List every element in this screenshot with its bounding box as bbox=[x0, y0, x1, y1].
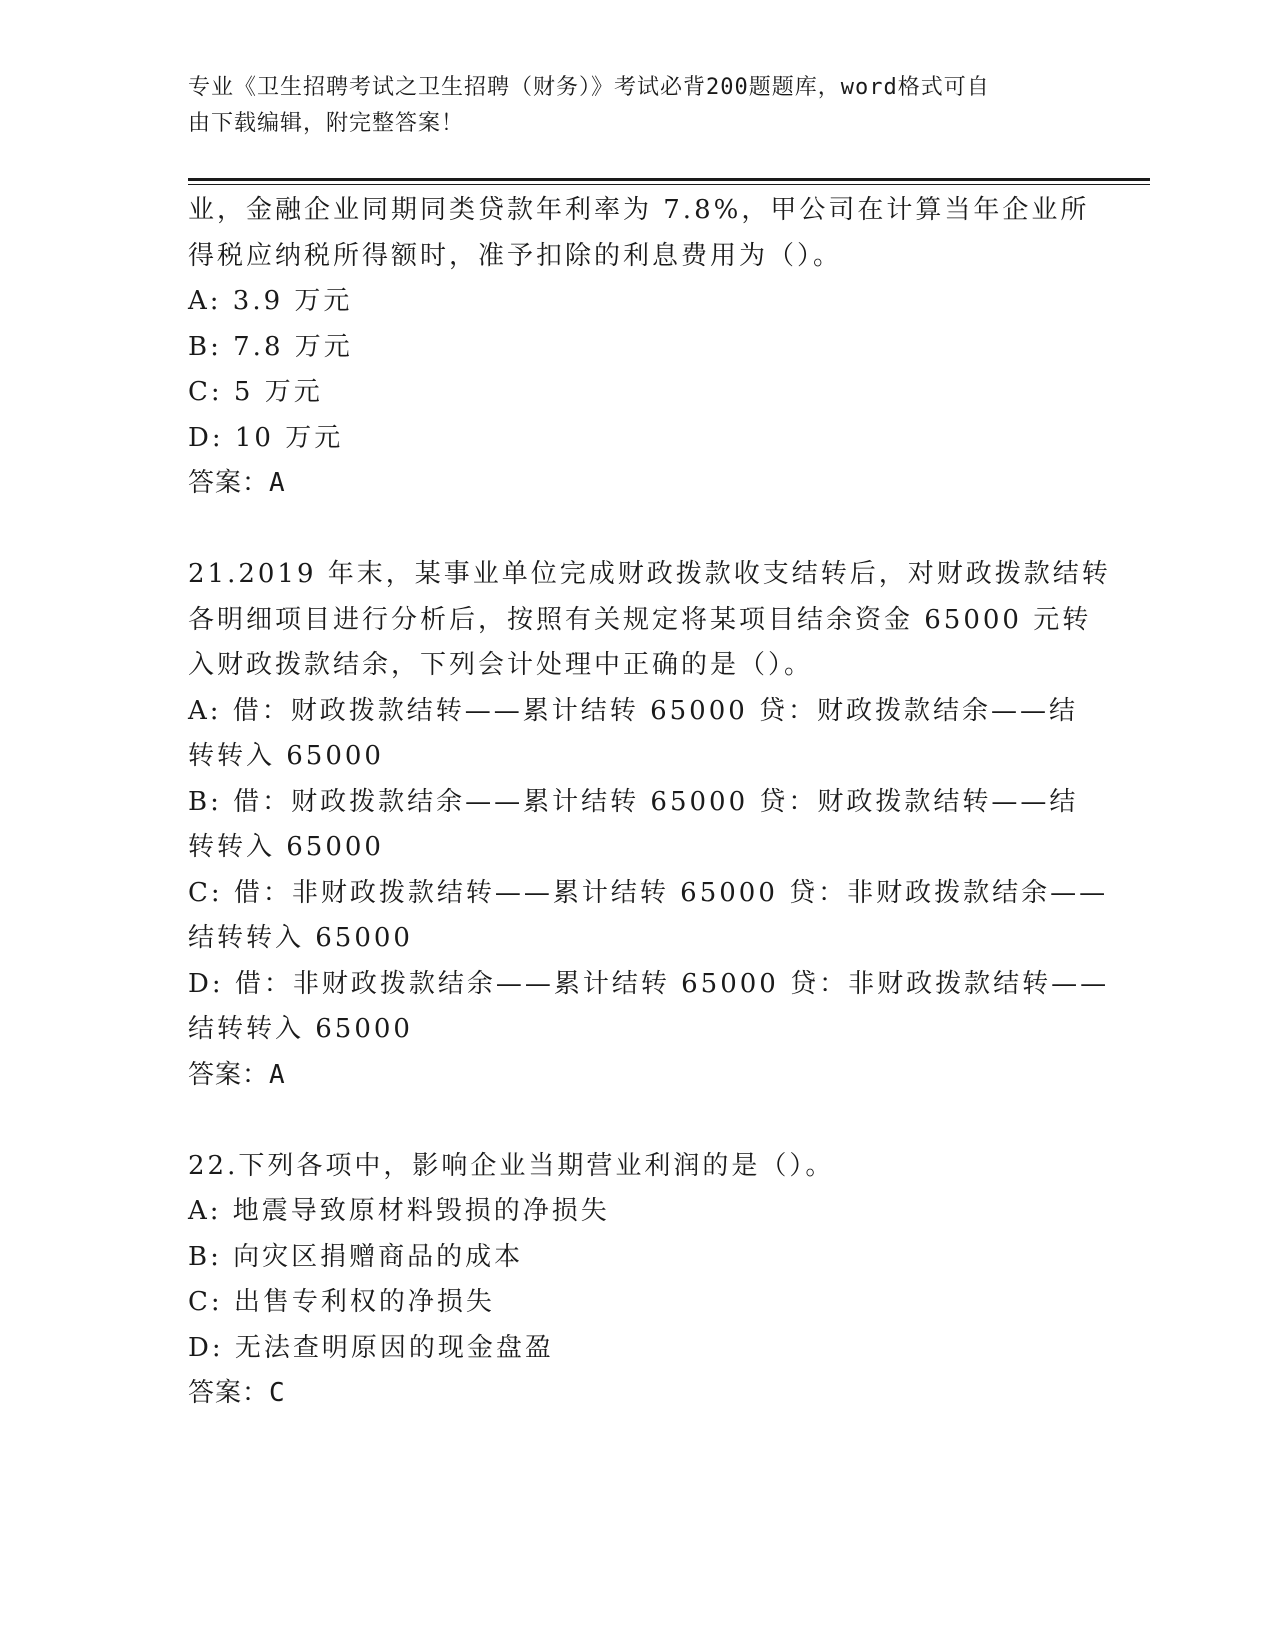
option-c: C: 出售专利权的净损失 bbox=[188, 1287, 495, 1317]
option-d: D: 借：非财政拨款结余——累计结转 65000 贷：非财政拨款结转—— bbox=[188, 968, 1110, 999]
question-stem: 21.2019 年末，某事业单位完成财政拨款收支结转后，对财政拨款结转 bbox=[188, 559, 1111, 589]
question-stem: 22.下列各项中，影响企业当期营业利润的是（）。 bbox=[188, 1150, 835, 1181]
option-d: D: 无法查明原因的现金盘盈 bbox=[188, 1332, 554, 1363]
header-rule-thin bbox=[188, 184, 1150, 185]
answer-line: 答案：A bbox=[188, 468, 286, 498]
spacer bbox=[188, 507, 1088, 553]
option-d-cont: 结转转入 65000 bbox=[188, 1014, 413, 1044]
question-22 bbox=[188, 1144, 1088, 1417]
option-c: C: 借：非财政拨款结转——累计结转 65000 贷：非财政拨款结余—— bbox=[188, 877, 1109, 908]
option-c-cont: 结转转入 65000 bbox=[188, 923, 413, 953]
page-header bbox=[188, 70, 1068, 142]
option-b-cont: 转转入 65000 bbox=[188, 832, 384, 862]
option-a: A: 借：财政拨款结转——累计结转 65000 贷：财政拨款结余——结 bbox=[188, 695, 1079, 726]
header-line-1: 专业《卫生招聘考试之卫生招聘（财务）》考试必背200题题库，word格式可自 bbox=[188, 75, 990, 100]
question-20 bbox=[188, 188, 1088, 507]
answer-line: 答案：A bbox=[188, 1059, 286, 1090]
question-21 bbox=[188, 552, 1111, 1098]
header-line-2: 由下载编辑，附完整答案！ bbox=[188, 111, 465, 136]
question-stem: 得税应纳税所得额时，准予扣除的利息费用为（）。 bbox=[188, 240, 843, 271]
question-stem: 各明细项目进行分析后，按照有关规定将某项目结余资金 65000 元转 bbox=[188, 604, 1092, 635]
option-b: B: 向灾区捐赠商品的成本 bbox=[188, 1241, 524, 1272]
spacer bbox=[188, 1098, 1088, 1144]
option-a: A: 地震导致原材料毁损的净损失 bbox=[188, 1196, 610, 1226]
option-a-cont: 转转入 65000 bbox=[188, 741, 384, 771]
answer-line: 答案：C bbox=[188, 1378, 286, 1408]
question-stem: 业，金融企业同期同类贷款年利率为 7.8%，甲公司在计算当年企业所 bbox=[188, 195, 1090, 225]
option-c: C: 5 万元 bbox=[188, 377, 323, 407]
document-body bbox=[188, 188, 1111, 1417]
option-b: B: 借：财政拨款结余——累计结转 65000 贷：财政拨款结转——结 bbox=[188, 786, 1079, 817]
question-stem: 入财政拨款结余，下列会计处理中正确的是（）。 bbox=[188, 650, 814, 680]
option-b: B: 7.8 万元 bbox=[188, 331, 353, 362]
header-rule-thick bbox=[188, 178, 1150, 181]
option-a: A: 3.9 万元 bbox=[188, 286, 353, 316]
option-d: D: 10 万元 bbox=[188, 422, 344, 453]
